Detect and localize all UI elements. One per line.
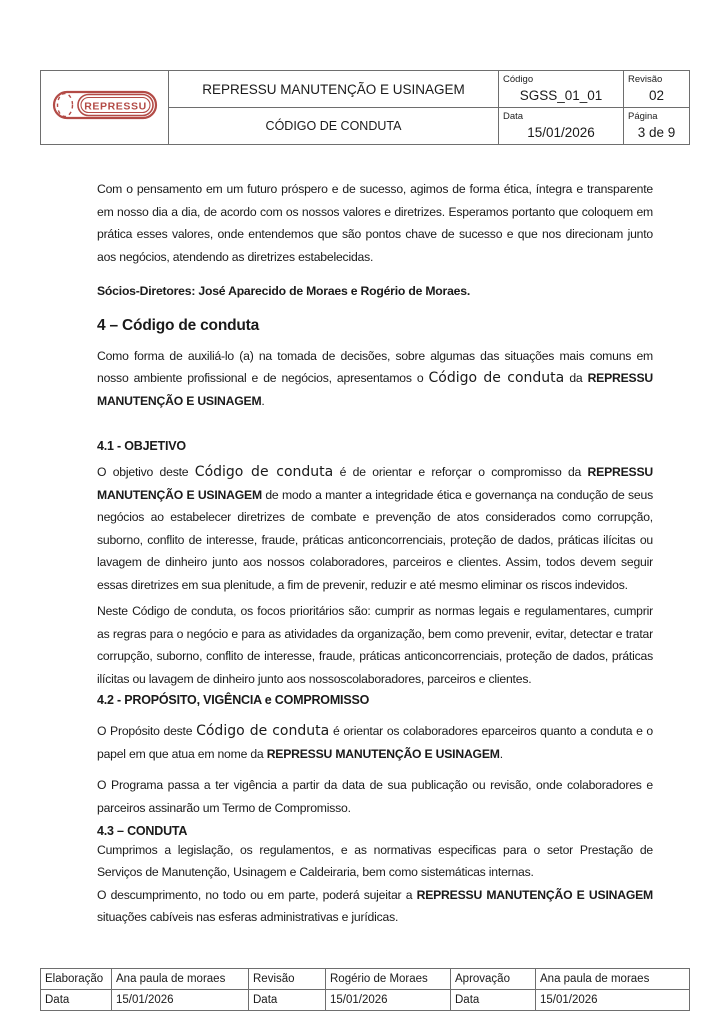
company-name-bold: REPRESSU MANUTENÇÃO E USINAGEM [97, 371, 654, 408]
footer-approval-name: Ana paula de moraes [536, 969, 690, 990]
date-value: 15/01/2026 [527, 125, 595, 140]
code-value: SGSS_01_01 [519, 88, 603, 103]
footer-elaboration-label: Elaboração [41, 969, 112, 990]
company-name-bold: REPRESSU MANUTENÇÃO E USINAGEM [416, 888, 653, 902]
paragraph-validity: O Programa passa a ter vigência a partir da data de sua publicação ou revisão, onde colaboradores e parceiros assinarão um Termo de Compromisso. [97, 778, 653, 815]
paragraph-objective [97, 461, 653, 596]
document-footer-table [40, 968, 690, 1011]
section-42-heading: 4.2 - PROPÓSITO, VIGÊNCIA e COMPROMISSO [97, 693, 370, 707]
footer-elaboration-date-label: Data [41, 990, 112, 1011]
text-run: situações cabíveis nas esferas administrativas e jurídicas. [97, 910, 399, 924]
code-label: Código [503, 74, 534, 85]
document-title: CÓDIGO DE CONDUTA [169, 108, 499, 145]
paragraph-intro: Com o pensamento em um futuro próspero e de sucesso, agimos de forma ética, íntegra e transparente em nosso dia a dia, de acordo com os nossos valores e diretrizes. Esperamos portanto que coloquem em prática esses valores, onde entendemos que são pontos chave de sucesso e que nos direcionam junto aos negócios, atendendo as diretrizes estabelecidas. [97, 182, 653, 264]
paragraph-presentation [97, 345, 653, 413]
section-4-heading: 4 – Código de conduta [97, 316, 260, 334]
section-41-heading: 4.1 - OBJETIVO [97, 439, 186, 453]
paragraph-conduct: Cumprimos a legislação, os regulamentos, e as normativas especificas para o setor Prestação de Serviços de Manutenção, Usinagem e Caldeiraria, bem como sistemáticas internas. [97, 843, 653, 879]
styled-code-of-conduct: Código de conduta [196, 723, 330, 739]
footer-approval-date-label: Data [451, 990, 536, 1011]
footer-row-names [41, 969, 690, 990]
text-run: é de orientar e reforçar o compromisso da [333, 465, 588, 479]
text-run: O objetivo deste [97, 465, 195, 479]
footer-revision-date-label: Data [249, 990, 326, 1011]
text-run: O descumprimento, no todo ou em parte, poderá sujeitar a [97, 888, 417, 902]
document-body [97, 172, 653, 928]
styled-code-of-conduct: Código de conduta [428, 370, 565, 386]
footer-approval-date: 15/01/2026 [536, 990, 690, 1011]
footer-revision-name: Rogério de Moraes [326, 969, 451, 990]
document-header-table [40, 70, 690, 145]
page-value: 3 de 9 [637, 125, 676, 140]
text-run: . [261, 393, 265, 408]
text-run: de modo a manter a integridade ética e governança na condução de seus negócios ao estabelecer diretrizes de combate e prevenção de atos considerados como corrupção, suborno, conflito de interesse, fraude, práticas anticoncorrenciais, proteção de dados, práticas ilícitas ou lavagem de dinheiro junto aos nossos colaboradores, parceiros e clientes. Assim, todos devem seguir essas diretrizes em sua plenitude, a fim de prevenir, reduzir e até mesmo eliminar os riscos indevidos. [97, 487, 653, 592]
revision-value: 02 [648, 88, 665, 103]
paragraph-noncompliance [97, 884, 653, 928]
page-label: Página [628, 111, 658, 122]
company-name-bold: REPRESSU MANUTENÇÃO E USINAGEM [97, 465, 653, 502]
footer-row-dates [41, 990, 690, 1011]
footer-revision-date: 15/01/2026 [326, 990, 451, 1011]
text-run: O Propósito deste [97, 724, 197, 738]
revision-label: Revisão [628, 74, 663, 85]
footer-revision-label: Revisão [249, 969, 326, 990]
text-run: é orientar os colaboradores eparceiros quanto a conduta e o papel em que atua em nome da [97, 724, 653, 761]
text-run: da [564, 371, 588, 385]
code-cell [499, 71, 624, 108]
footer-elaboration-date: 15/01/2026 [112, 990, 249, 1011]
date-label: Data [503, 111, 524, 122]
company-name: REPRESSU MANUTENÇÃO E USINAGEM [169, 71, 499, 108]
footer-approval-label: Aprovação [451, 969, 536, 990]
paragraph-purpose [97, 720, 653, 765]
company-name-bold: REPRESSU MANUTENÇÃO E USINAGEM [266, 746, 500, 761]
partners-line: Sócios-Diretores: José Aparecido de Moraes e Rogério de Moraes. [97, 284, 471, 298]
logo-cell [41, 71, 169, 145]
section-43-heading: 4.3 – CONDUTA [97, 824, 188, 838]
repressu-logo [50, 88, 160, 122]
logo-text: REPRESSU [83, 100, 147, 113]
paragraph-priorities: Neste Código de conduta, os focos prioritários são: cumprir as normas legais e regulamentares, cumprir as regras para o negócio e para as atividades da organização, bem como prevenir, evitar, detectar e tratar corrupção, suborno, conflito de interesse, fraude, práticas anticoncorrenciais, proteção de dados, práticas ilícitas ou lavagem de dinheiro junto aos nossoscolaboradores, parceiros e clientes. [97, 604, 653, 686]
text-run: Como forma de auxiliá-lo (a) na tomada de decisões, sobre algumas das situações mais comuns em nosso ambiente profissional e de negócios, apresentamos o [97, 348, 653, 385]
page-number-cell [624, 108, 690, 145]
date-cell [499, 108, 624, 145]
styled-code-of-conduct: Código de conduta [194, 464, 334, 480]
footer-elaboration-name: Ana paula de moraes [112, 969, 249, 990]
revision-cell [624, 71, 690, 108]
text-run: . [499, 746, 503, 761]
